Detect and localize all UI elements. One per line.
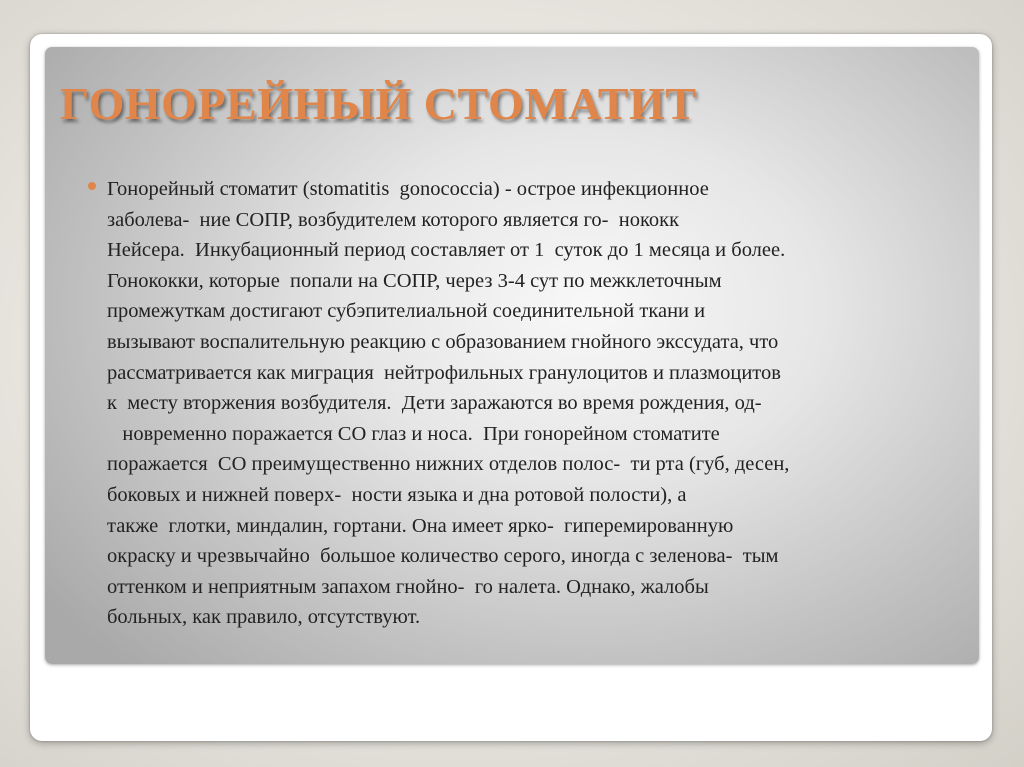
- bullet-dot-icon: [88, 182, 96, 190]
- body-line: оттенком и неприятным запахом гнойно- го налета. Однако, жалобы: [107, 575, 709, 598]
- body-line: заболева- ние СОПР, возбудителем которого является го- нококк: [107, 208, 680, 231]
- body-line: больных, как правило, отсутствуют.: [107, 606, 421, 629]
- body-line: Гонококки, которые попали на СОПР, через 3-4 сут по межклеточным: [107, 269, 722, 292]
- body-line: боковых и нижней поверх- ности языка и дна ротовой полости), а: [107, 483, 687, 506]
- body-line: к месту вторжения возбудителя. Дети заражаются во время рождения, од-: [107, 392, 762, 415]
- body-line: окраску и чрезвычайно большое количество серого, иногда с зеленова- тым: [107, 545, 779, 568]
- body-line: рассматривается как миграция нейтрофильных гранулоцитов и плазмоцитов: [107, 361, 781, 384]
- slide-body-text: [107, 174, 975, 633]
- body-line: новременно поражается СО глаз и носа. При гонорейном стоматите: [107, 422, 720, 445]
- body-line: Гонорейный стоматит (stomatitis gonococcia) - острое инфекционное: [107, 178, 709, 200]
- body-line: поражается СО преимущественно нижних отделов полос- ти рта (губ, десен,: [107, 453, 790, 476]
- body-line: Нейсера. Инкубационный период составляет от 1 суток до 1 месяца и более.: [107, 239, 786, 262]
- slide-title: ГОНОРЕЙНЫЙ СТОМАТИТ: [60, 78, 697, 129]
- body-line: вызывают воспалительную реакцию с образованием гнойного экссудата, что: [107, 330, 779, 353]
- body-line: также глотки, миндалин, гортани. Она имеет ярко- гиперемированную: [107, 514, 734, 537]
- body-line: промежуткам достигают субэпителиальной соединительной ткани и: [107, 300, 706, 323]
